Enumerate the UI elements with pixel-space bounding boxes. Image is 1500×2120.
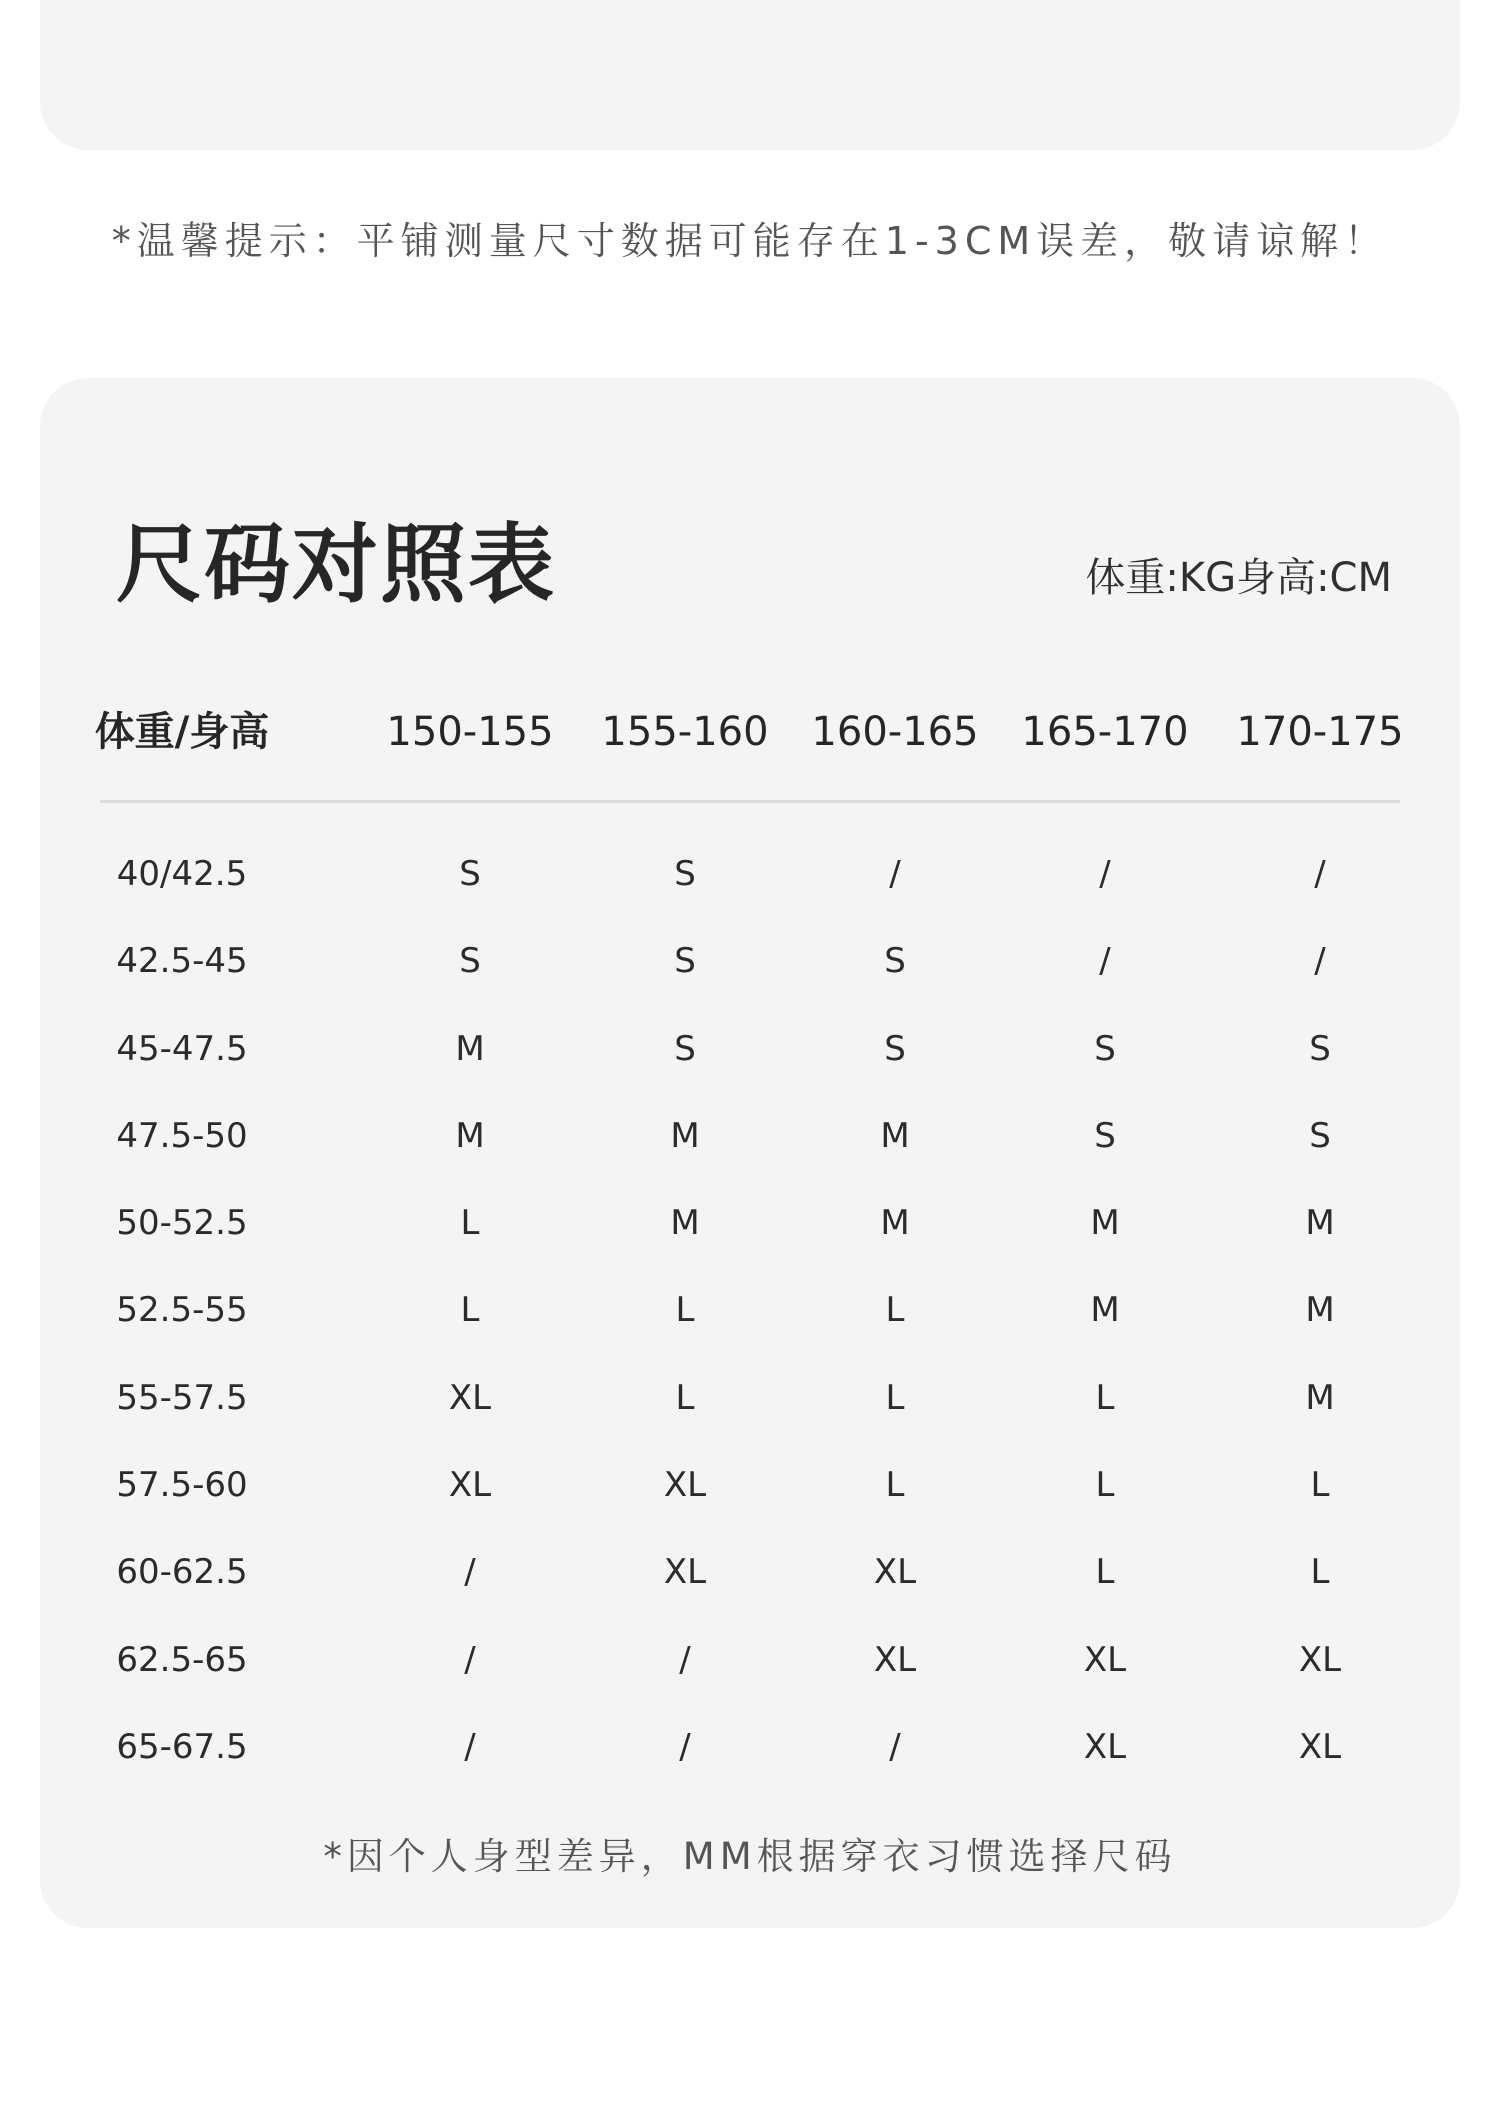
size-cell: S bbox=[674, 941, 696, 982]
table-row bbox=[40, 1106, 1460, 1193]
size-cell: / bbox=[1099, 941, 1111, 982]
size-cell: S bbox=[1309, 1028, 1331, 1069]
size-cell: / bbox=[1099, 854, 1111, 894]
size-cell: M bbox=[1090, 1203, 1120, 1244]
size-cell: L bbox=[1310, 1465, 1330, 1506]
weight-range-cell: 40/42.5 bbox=[116, 854, 248, 894]
size-cell: L bbox=[885, 1465, 905, 1506]
size-chart-footnote: *因个人身型差异，MM根据穿衣习惯选择尺码 bbox=[323, 1835, 1177, 1878]
table-row bbox=[40, 1542, 1460, 1629]
size-cell: XL bbox=[1298, 1639, 1342, 1680]
weight-range-cell: 50-52.5 bbox=[116, 1203, 248, 1244]
table-header-row bbox=[40, 700, 1460, 764]
size-cell: L bbox=[885, 1377, 905, 1418]
size-cell: S bbox=[1094, 1115, 1116, 1156]
weight-range-cell: 55-57.5 bbox=[116, 1377, 248, 1418]
size-cell: L bbox=[1095, 1377, 1115, 1418]
size-cell: L bbox=[675, 1290, 695, 1331]
size-cell: S bbox=[1094, 1028, 1116, 1069]
size-cell: / bbox=[679, 1726, 691, 1767]
table-row bbox=[40, 1193, 1460, 1280]
table-row bbox=[40, 844, 1460, 931]
table-row bbox=[40, 931, 1460, 1018]
weight-range-cell: 60-62.5 bbox=[116, 1552, 248, 1593]
size-cell: L bbox=[1095, 1552, 1115, 1593]
size-cell: XL bbox=[663, 1465, 707, 1506]
size-cell: / bbox=[464, 1639, 476, 1680]
unit-note: 体重:KG身高:CM bbox=[1085, 555, 1392, 601]
weight-range-cell: 57.5-60 bbox=[116, 1465, 248, 1506]
header-cell-height: 155-160 bbox=[601, 709, 769, 755]
size-cell: / bbox=[464, 1552, 476, 1593]
size-table-body bbox=[40, 844, 1460, 1804]
size-cell: XL bbox=[873, 1552, 917, 1593]
table-row bbox=[40, 1455, 1460, 1542]
weight-range-cell: 62.5-65 bbox=[116, 1639, 248, 1680]
size-cell: / bbox=[679, 1639, 691, 1680]
size-cell: M bbox=[455, 1115, 485, 1156]
size-cell: S bbox=[674, 1028, 696, 1069]
size-cell: M bbox=[1090, 1290, 1120, 1331]
weight-range-cell: 45-47.5 bbox=[116, 1028, 248, 1069]
table-row bbox=[40, 1630, 1460, 1717]
size-cell: S bbox=[459, 941, 481, 982]
size-cell: / bbox=[464, 1726, 476, 1767]
weight-range-cell: 47.5-50 bbox=[116, 1115, 248, 1156]
size-cell: L bbox=[1310, 1552, 1330, 1593]
size-chart-title: 尺码对照表 bbox=[116, 515, 556, 615]
size-cell: XL bbox=[1298, 1726, 1342, 1767]
header-divider bbox=[100, 800, 1400, 803]
size-cell: M bbox=[1305, 1377, 1335, 1418]
size-cell: S bbox=[674, 854, 696, 894]
size-cell: XL bbox=[1083, 1726, 1127, 1767]
header-cell-height: 165-170 bbox=[1021, 709, 1189, 755]
size-cell: XL bbox=[1083, 1639, 1127, 1680]
size-cell: / bbox=[1314, 854, 1326, 894]
measurement-card bbox=[40, 0, 1460, 150]
size-cell: M bbox=[455, 1028, 485, 1069]
table-row bbox=[40, 1280, 1460, 1367]
size-cell: XL bbox=[873, 1639, 917, 1680]
header-cell-height: 170-175 bbox=[1236, 709, 1404, 755]
size-cell: XL bbox=[448, 1465, 492, 1506]
size-cell: L bbox=[1095, 1465, 1115, 1506]
size-cell: S bbox=[884, 941, 906, 982]
size-cell: L bbox=[460, 1290, 480, 1331]
header-cell-height: 150-155 bbox=[386, 709, 554, 755]
size-cell: XL bbox=[663, 1552, 707, 1593]
size-cell: S bbox=[884, 1028, 906, 1069]
size-cell: S bbox=[1309, 1115, 1331, 1156]
measurement-tip: *温馨提示：平铺测量尺寸数据可能存在1-3CM误差，敬请谅解！ bbox=[111, 219, 1389, 263]
size-cell: M bbox=[1305, 1290, 1335, 1331]
size-cell: M bbox=[880, 1203, 910, 1244]
size-cell: / bbox=[1314, 941, 1326, 982]
weight-range-cell: 42.5-45 bbox=[116, 941, 248, 982]
size-cell: M bbox=[1305, 1203, 1335, 1244]
size-cell: S bbox=[459, 854, 481, 894]
size-cell: L bbox=[885, 1290, 905, 1331]
size-cell: XL bbox=[448, 1377, 492, 1418]
size-cell: L bbox=[675, 1377, 695, 1418]
header-cell-height: 160-165 bbox=[811, 709, 979, 755]
size-cell: M bbox=[880, 1115, 910, 1156]
size-cell: / bbox=[889, 1726, 901, 1767]
weight-range-cell: 52.5-55 bbox=[116, 1290, 248, 1331]
header-cell-weight-height: 体重/身高 bbox=[94, 709, 270, 755]
table-row bbox=[40, 1717, 1460, 1804]
size-cell: L bbox=[460, 1203, 480, 1244]
size-cell: M bbox=[670, 1203, 700, 1244]
table-row bbox=[40, 1019, 1460, 1106]
size-chart-card bbox=[40, 378, 1460, 1928]
size-cell: M bbox=[670, 1115, 700, 1156]
weight-range-cell: 65-67.5 bbox=[116, 1726, 248, 1767]
size-cell: / bbox=[889, 854, 901, 894]
table-row bbox=[40, 1368, 1460, 1455]
